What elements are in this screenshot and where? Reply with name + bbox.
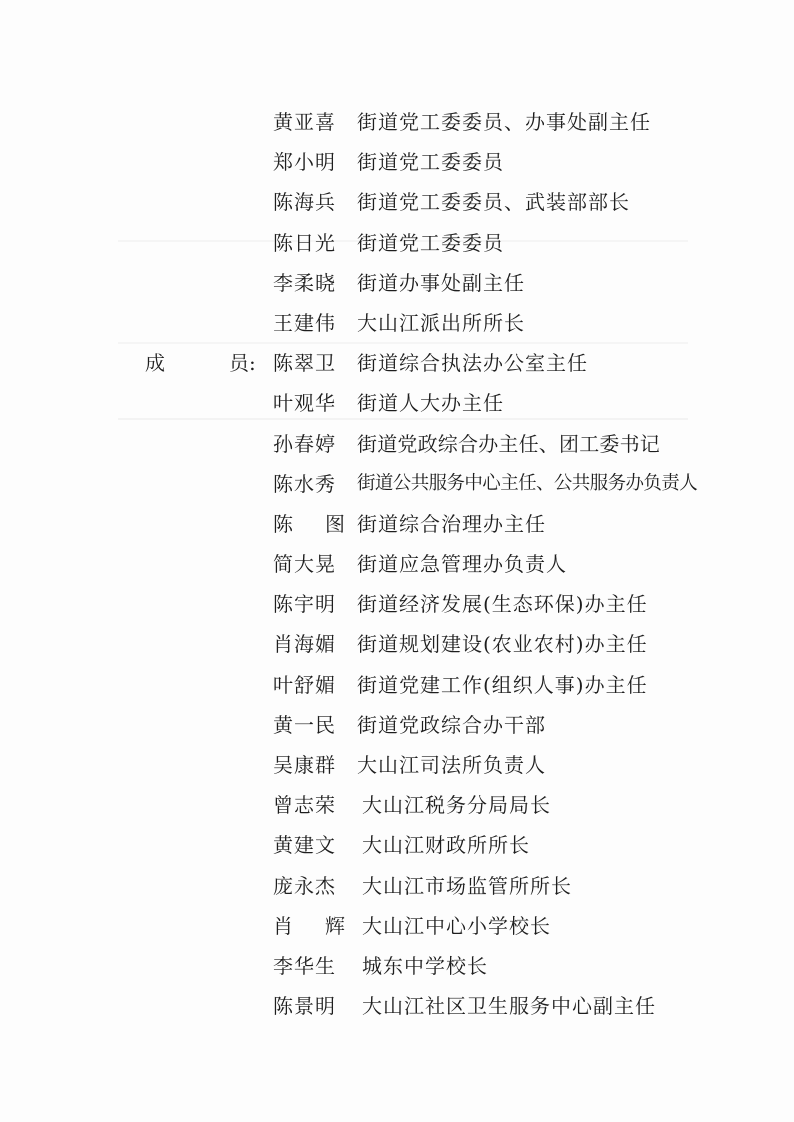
role-label-char-1: 成 [145, 351, 165, 376]
member-row [0, 584, 794, 624]
member-row [0, 303, 794, 343]
member-list [0, 102, 794, 1026]
member-name: 叶舒媚 [273, 672, 336, 697]
member-position: 街道规划建设(农业农村)办主任 [357, 632, 648, 657]
member-name: 陈水秀 [273, 471, 336, 496]
member-row [0, 946, 794, 986]
member-position: 大山江市场监管所所长 [362, 873, 572, 898]
member-name: 李柔晓 [273, 270, 336, 295]
member-position: 城东中学校长 [362, 953, 488, 978]
member-row [0, 785, 794, 825]
member-position: 街道综合治理办主任 [357, 511, 546, 536]
member-position: 街道党工委委员、武装部部长 [357, 190, 630, 215]
member-row [0, 825, 794, 865]
member-name: 陈日光 [273, 230, 336, 255]
member-name: 庞永杰 [273, 873, 336, 898]
member-position: 街道党政综合办干部 [357, 712, 546, 737]
member-name: 王建伟 [273, 310, 336, 335]
member-name: 黄建文 [273, 833, 336, 858]
member-name-first: 陈 [273, 511, 293, 536]
member-position: 大山江司法所负责人 [357, 753, 546, 777]
member-name: 陈景明 [273, 994, 336, 1019]
member-position: 大山江税务分局局长 [362, 793, 551, 818]
member-row [0, 544, 794, 584]
member-row [0, 223, 794, 263]
member-row [0, 665, 794, 705]
member-row [0, 343, 794, 383]
member-row [0, 986, 794, 1026]
member-row [0, 263, 794, 303]
member-position: 街道综合执法办公室主任 [357, 351, 588, 376]
member-position: 街道经济发展(生态环保)办主任 [357, 592, 648, 617]
member-position: 大山江社区卫生服务中心副主任 [362, 994, 656, 1019]
member-name: 叶观华 [273, 391, 336, 416]
member-row [0, 906, 794, 946]
member-name: 陈海兵 [273, 190, 336, 215]
member-name: 李华生 [273, 953, 336, 978]
member-position: 街道党工委委员、办事处副主任 [357, 110, 651, 134]
member-name: 孙春婷 [273, 431, 336, 456]
member-row [0, 424, 794, 464]
member-position: 街道办事处副主任 [357, 270, 525, 295]
member-row [0, 624, 794, 664]
member-row [0, 182, 794, 222]
member-name: 黄一民 [273, 712, 336, 737]
member-row [0, 102, 794, 142]
member-position: 街道应急管理办负责人 [357, 552, 567, 577]
member-row [0, 866, 794, 906]
member-position: 街道党政综合办主任、团工委书记 [357, 431, 660, 456]
member-position: 街道公共服务中心主任、公共服务办负责人 [357, 472, 698, 494]
member-position: 大山江中心小学校长 [362, 913, 551, 938]
member-name: 陈宇明 [273, 592, 336, 617]
member-name: 郑小明 [273, 150, 336, 175]
member-position: 街道党工委委员 [357, 150, 504, 175]
member-name-last: 辉 [325, 913, 345, 938]
member-position: 街道人大办主任 [357, 391, 504, 416]
member-name: 简大晃 [273, 552, 336, 577]
role-label-char-2: 员: [229, 351, 256, 376]
member-name: 曾志荣 [273, 793, 336, 818]
member-position: 街道党工委委员 [357, 230, 504, 255]
member-row [0, 504, 794, 544]
member-row [0, 142, 794, 182]
member-row [0, 745, 794, 785]
member-row [0, 464, 794, 504]
member-name-last: 图 [325, 511, 345, 536]
member-position: 大山江派出所所长 [357, 310, 525, 335]
member-position: 街道党建工作(组织人事)办主任 [357, 672, 648, 697]
member-position: 大山江财政所所长 [362, 833, 530, 858]
member-name: 陈翠卫 [273, 351, 336, 376]
member-name: 吴康群 [273, 753, 336, 777]
member-row [0, 383, 794, 423]
member-name: 黄亚喜 [273, 110, 336, 134]
member-name-first: 肖 [273, 913, 293, 938]
member-name: 肖海媚 [273, 632, 336, 657]
member-row [0, 705, 794, 745]
